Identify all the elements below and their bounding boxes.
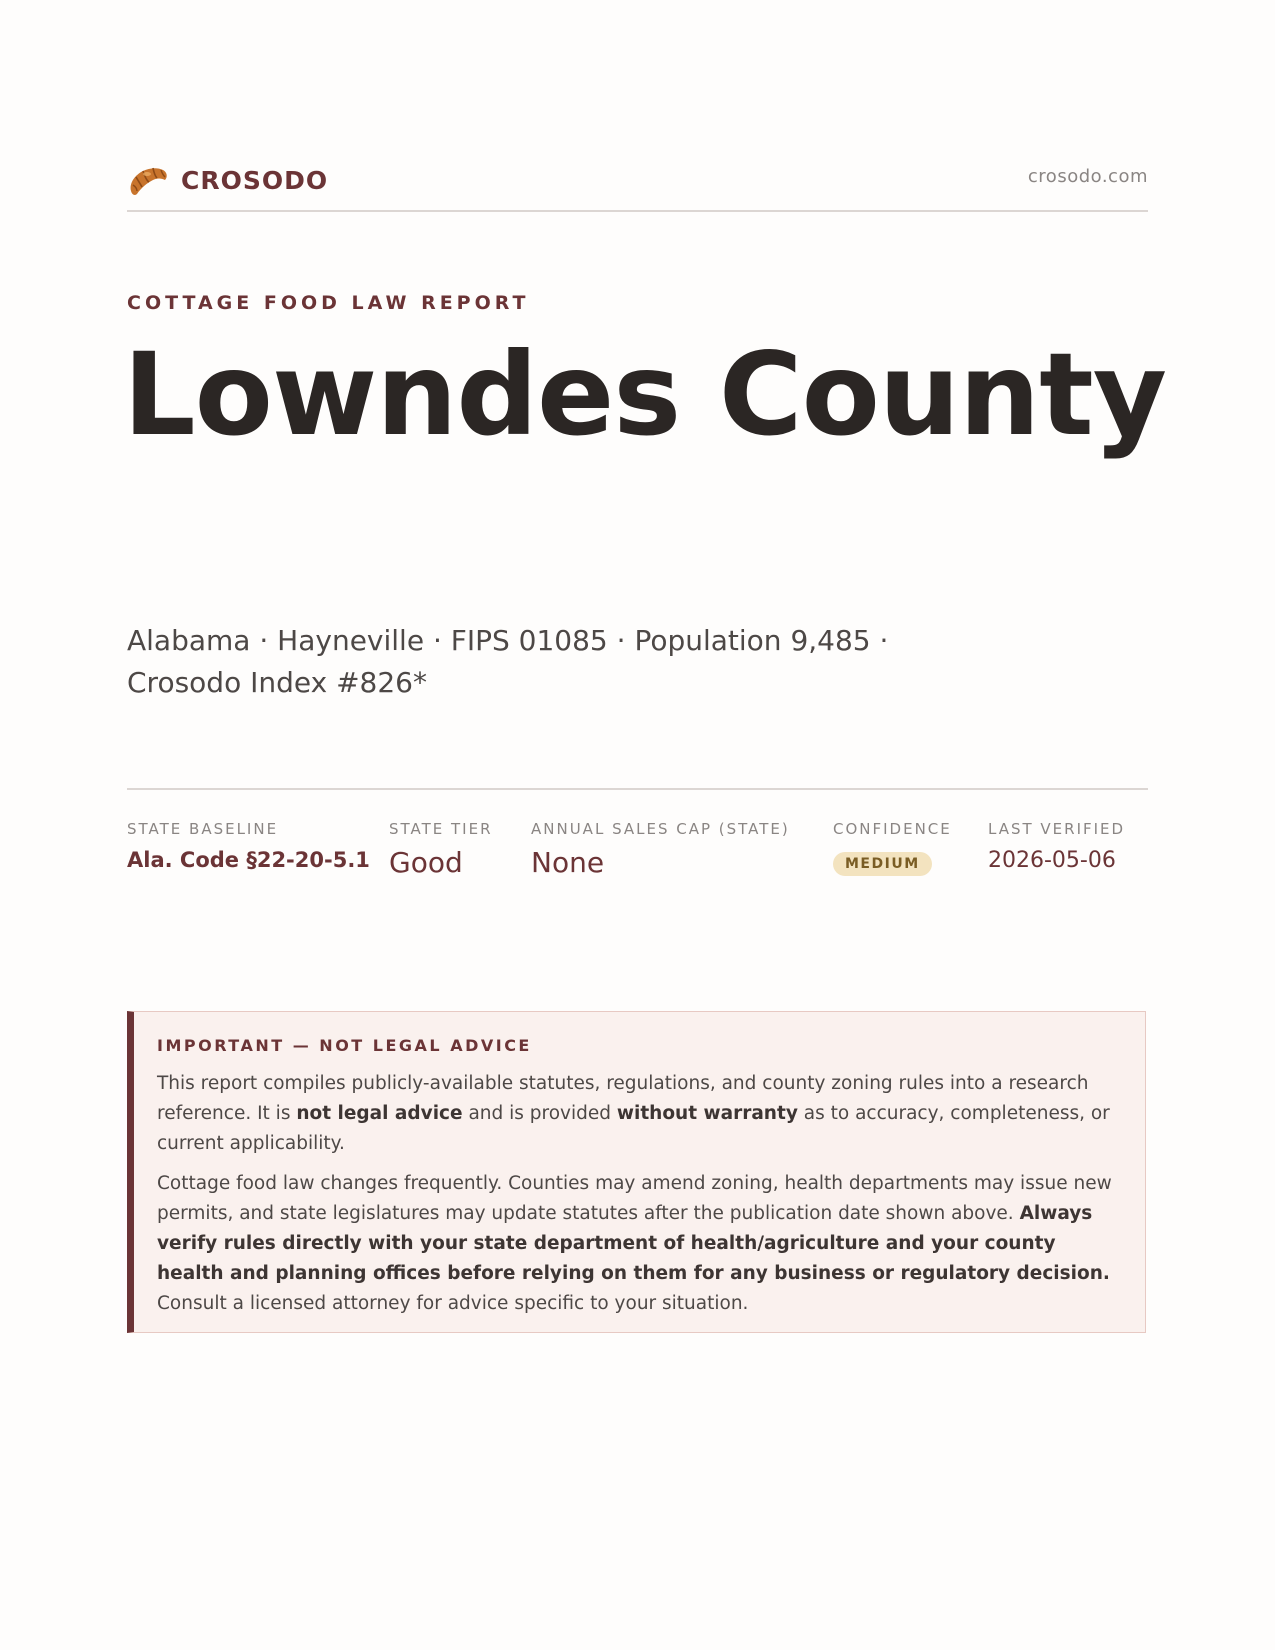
legal-notice bbox=[127, 1011, 1146, 1333]
brand[interactable] bbox=[127, 161, 328, 199]
notice-paragraph-1 bbox=[157, 1069, 1119, 1159]
notice-text: and is provided bbox=[462, 1103, 617, 1124]
stat-value: None bbox=[531, 846, 605, 879]
stat-annual-sales-cap bbox=[531, 820, 790, 879]
report-page bbox=[123, 0, 1167, 1650]
stats-divider bbox=[127, 788, 1148, 790]
page-title: Lowndes County bbox=[123, 328, 1167, 461]
stat-label: LAST VERIFIED bbox=[988, 820, 1126, 838]
notice-text: This report compiles publicly-available statutes, regulations, and county zoning rules into a research reference. It is bbox=[157, 1073, 1089, 1124]
notice-text: Consult a licensed attorney for advice specific to your situation. bbox=[157, 1293, 749, 1314]
confidence-badge: MEDIUM bbox=[833, 852, 932, 876]
stat-label: ANNUAL SALES CAP (STATE) bbox=[531, 820, 790, 838]
stat-last-verified bbox=[988, 820, 1125, 873]
stat-label: STATE TIER bbox=[389, 820, 493, 838]
stat-value: Good bbox=[389, 846, 463, 879]
stat-label: CONFIDENCE bbox=[833, 820, 952, 838]
report-subtitle: Alabama · Hayneville · FIPS 01085 · Population 9,485 · Crosodo Index #826* bbox=[127, 624, 889, 699]
stat-state-baseline bbox=[127, 820, 370, 872]
stat-value: Ala. Code §22-20-5.1 bbox=[127, 848, 370, 872]
notice-text: Cottage food law changes frequently. Counties may amend zoning, health departments may issue new permits, and state legislatures may update statutes after the publication date shown above. bbox=[157, 1173, 1112, 1224]
notice-emphasis: Always verify rules directly with your state department of health/agriculture and your county health and planning offices before relying on them for any business or regulatory decision. bbox=[157, 1203, 1110, 1284]
page-header bbox=[127, 158, 1148, 212]
notice-emphasis: without warranty bbox=[616, 1103, 798, 1124]
stat-value: 2026-05-06 bbox=[988, 848, 1116, 873]
stat-label: STATE BASELINE bbox=[127, 820, 279, 838]
brand-name: CROSODO bbox=[181, 165, 329, 195]
notice-title: IMPORTANT — NOT LEGAL ADVICE bbox=[157, 1036, 532, 1055]
notice-paragraph-2 bbox=[157, 1169, 1119, 1319]
report-eyebrow: COTTAGE FOOD LAW REPORT bbox=[127, 292, 530, 314]
croissant-icon bbox=[127, 161, 169, 199]
site-url-link[interactable]: crosodo.com bbox=[1027, 166, 1148, 187]
notice-text: as to accuracy, completeness, or current applicability. bbox=[157, 1103, 1110, 1154]
stat-confidence bbox=[833, 820, 952, 876]
stat-state-tier bbox=[389, 820, 493, 879]
notice-emphasis: not legal advice bbox=[296, 1103, 463, 1124]
